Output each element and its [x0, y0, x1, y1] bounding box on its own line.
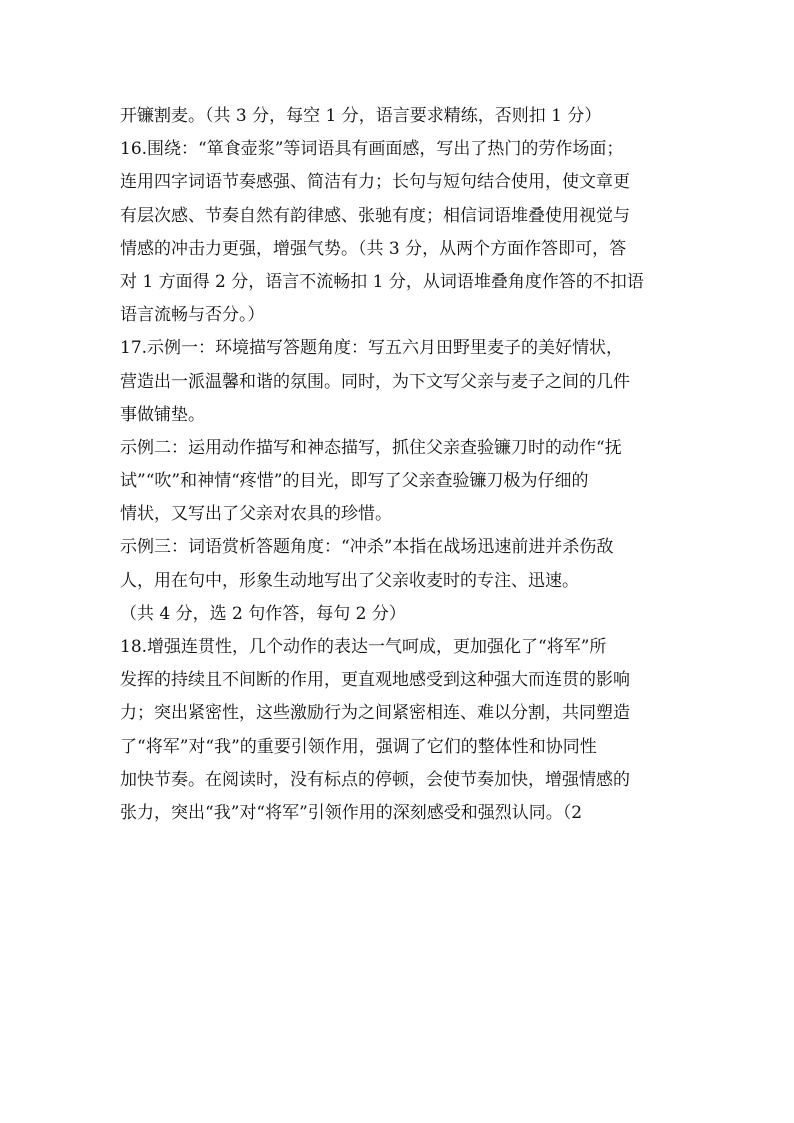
text-line: 张力，突出“我”对“将军”引领作用的深刻感受和强烈认同。（2 [120, 802, 583, 823]
text-line: 开镰割麦。（共 3 分，每空 1 分，语言要求精练，否则扣 1 分） [120, 106, 602, 126]
text-line: 17.示例一：环境描写答题角度：写五六月田野里麦子的美好情状， [120, 338, 624, 359]
text-line: 语言流畅与否分。） [120, 305, 265, 326]
text-line: 18.增强连贯性，几个动作的表达一气呵成，更加强化了“将军”所 [120, 637, 607, 657]
text-line: （共 4 分，选 2 句作答，每句 2 分） [120, 603, 406, 624]
text-line: 力；突出紧密性，这些激励行为之间紧密相连、难以分割，共同塑造 [120, 703, 630, 724]
text-line: 加快节奏。在阅读时，没有标点的停顿，会使节奏加快，增强情感的 [120, 769, 630, 790]
text-line: 示例二：运用动作描写和神态描写，抓住父亲查验镰刀时的动作“抚 [120, 437, 622, 458]
text-line: 发挥的持续且不间断的作用，更直观地感受到这种强大而连贯的影响 [120, 670, 630, 691]
answer-text-block [120, 100, 680, 830]
text-line: 有层次感、节奏自然有韵律感、张驰有度；相信词语堆叠使用视觉与 [120, 205, 630, 226]
text-line: 情状，又写出了父亲对农具的珍惜。 [120, 504, 392, 525]
text-line: 试”“吹”和神情“疼惜”的目光，即写了父亲查验镰刀极为仔细的 [120, 471, 589, 492]
text-line: 事做铺垫。 [120, 404, 205, 425]
text-line: 情感的冲击力更强，增强气势。（共 3 分，从两个方面作答即可，答 [120, 238, 627, 259]
text-line: 人，用在句中，形象生动地写出了父亲收麦时的专注、迅速。 [120, 570, 579, 591]
text-line: 对 1 方面得 2 分，语言不流畅扣 1 分，从词语堆叠角度作答的不扣语 [120, 271, 644, 292]
text-line: 示例三：词语赏析答题角度：“冲杀”本指在战场迅速前进并杀伤敌 [120, 537, 614, 558]
text-line: 营造出一派温馨和谐的氛围。同时，为下文写父亲与麦子之间的几件 [120, 371, 630, 392]
text-line: 16.围绕：“箪食壶浆”等词语具有画面感，写出了热门的劳作场面； [120, 139, 624, 160]
text-line: 连用四字词语节奏感强、简洁有力；长句与短句结合使用，使文章更 [120, 172, 630, 193]
text-line: 了“将军”对“我”的重要引领作用，强调了它们的整体性和协同性 [120, 736, 597, 757]
